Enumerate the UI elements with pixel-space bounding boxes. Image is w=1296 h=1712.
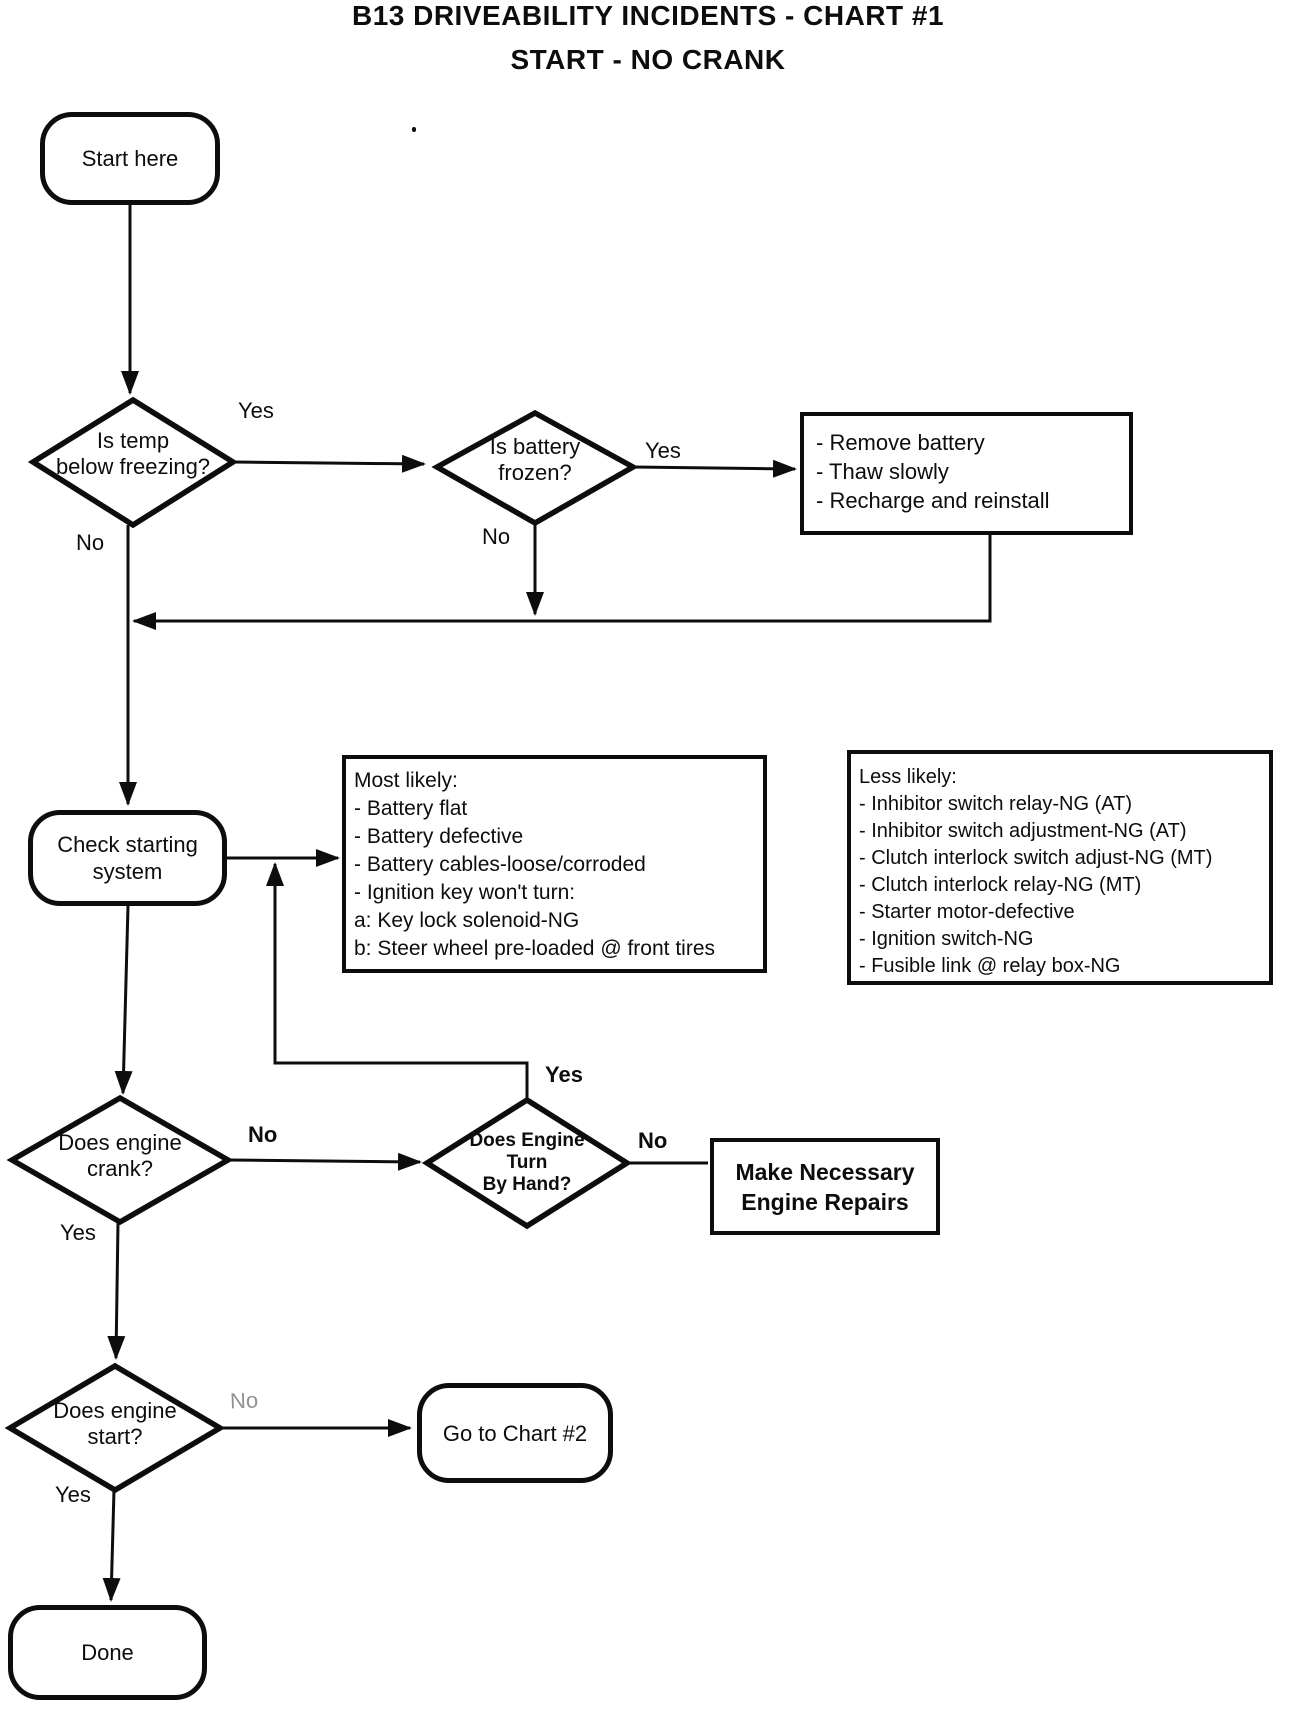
less-likely-line: - Clutch interlock switch adjust-NG (MT) xyxy=(859,847,1213,869)
scan-artifact-dot xyxy=(412,127,416,132)
less-likely-line: - Inhibitor switch relay-NG (AT) xyxy=(859,793,1133,815)
check-starting-terminator xyxy=(28,810,227,906)
connector-temp-yes xyxy=(233,462,424,464)
connector-battery-yes xyxy=(633,467,795,469)
done-label: Done xyxy=(81,1640,134,1665)
most-likely-line: - Battery cables-loose/corroded xyxy=(354,853,646,876)
label-crank-no: No xyxy=(248,1122,278,1147)
engine-repairs-line1: Make Necessary xyxy=(735,1158,915,1185)
most-likely-line: - Battery flat xyxy=(354,797,468,820)
engine-start-decision-text xyxy=(5,1398,225,1450)
most-likely-line: - Battery defective xyxy=(354,825,524,848)
start-label: Start here xyxy=(81,146,179,171)
connector-check-to-crank xyxy=(123,906,128,1093)
less-likely-line: - Clutch interlock relay-NG (MT) xyxy=(859,874,1142,896)
battery-line2: frozen? xyxy=(498,460,572,485)
label-temp-no: No xyxy=(76,530,105,555)
start-terminator xyxy=(40,112,220,205)
check-starting-line2: system xyxy=(92,859,163,884)
less-likely-process xyxy=(847,750,1273,985)
most-likely-line: - Ignition key won't turn: xyxy=(354,881,576,904)
label-turn-yes: Yes xyxy=(545,1062,583,1087)
page-subtitle: START - NO CRANK xyxy=(510,44,786,75)
goto-chart2-terminator xyxy=(417,1383,613,1483)
remove-battery-process xyxy=(800,412,1133,535)
connector-crank-no xyxy=(228,1160,420,1162)
crank-decision-text xyxy=(10,1130,230,1182)
battery-decision-text xyxy=(435,434,635,486)
remove-battery-line: - Thaw slowly xyxy=(816,459,949,484)
engine-start-line1: Does engine xyxy=(53,1398,177,1423)
label-battery-yes: Yes xyxy=(645,438,681,463)
temp-decision-text xyxy=(13,428,253,480)
page-title: B13 DRIVEABILITY INCIDENTS - CHART #1 xyxy=(351,0,945,31)
less-likely-line: - Fusible link @ relay box-NG xyxy=(859,955,1121,977)
less-likely-line: - Inhibitor switch adjustment-NG (AT) xyxy=(859,820,1187,842)
turn-by-hand-line2: Turn xyxy=(506,1152,548,1173)
label-engine-start-yes: Yes xyxy=(55,1482,91,1507)
connector-crank-yes xyxy=(116,1222,118,1358)
crank-line2: crank? xyxy=(86,1156,154,1181)
connector-enginestart-yes xyxy=(111,1490,114,1600)
less-likely-line: Less likely: xyxy=(859,766,957,788)
connector-remove-return xyxy=(134,535,990,621)
less-likely-line: - Ignition switch-NG xyxy=(859,928,1034,950)
crank-line1: Does engine xyxy=(58,1130,182,1155)
check-starting-line1: Check starting xyxy=(57,832,198,857)
label-engine-start-no: No xyxy=(229,1387,259,1414)
engine-repairs-process xyxy=(710,1138,940,1235)
done-terminator xyxy=(8,1605,207,1700)
label-battery-no: No xyxy=(482,524,511,549)
temp-line1: Is temp xyxy=(96,428,170,453)
label-temp-yes: Yes xyxy=(238,398,274,423)
battery-line1: Is battery xyxy=(489,434,581,459)
remove-battery-line: - Recharge and reinstall xyxy=(816,488,1050,513)
turn-by-hand-line3: By Hand? xyxy=(482,1174,572,1195)
most-likely-line: Most likely: xyxy=(354,769,458,792)
turn-by-hand-line1: Does Engine xyxy=(469,1130,585,1151)
most-likely-line: a: Key lock solenoid-NG xyxy=(354,909,580,932)
engine-start-line2: start? xyxy=(87,1424,143,1449)
label-turn-no: No xyxy=(638,1128,668,1153)
most-likely-line: b: Steer wheel pre-loaded @ front tires xyxy=(354,937,715,960)
turn-by-hand-decision-text xyxy=(427,1130,627,1196)
engine-repairs-line2: Engine Repairs xyxy=(741,1188,909,1215)
label-crank-yes: Yes xyxy=(60,1220,96,1245)
temp-line2: below freezing? xyxy=(55,454,211,479)
remove-battery-line: - Remove battery xyxy=(816,430,985,455)
less-likely-line: - Starter motor-defective xyxy=(859,901,1075,923)
most-likely-process xyxy=(342,755,767,973)
goto-chart2-label: Go to Chart #2 xyxy=(442,1420,588,1446)
